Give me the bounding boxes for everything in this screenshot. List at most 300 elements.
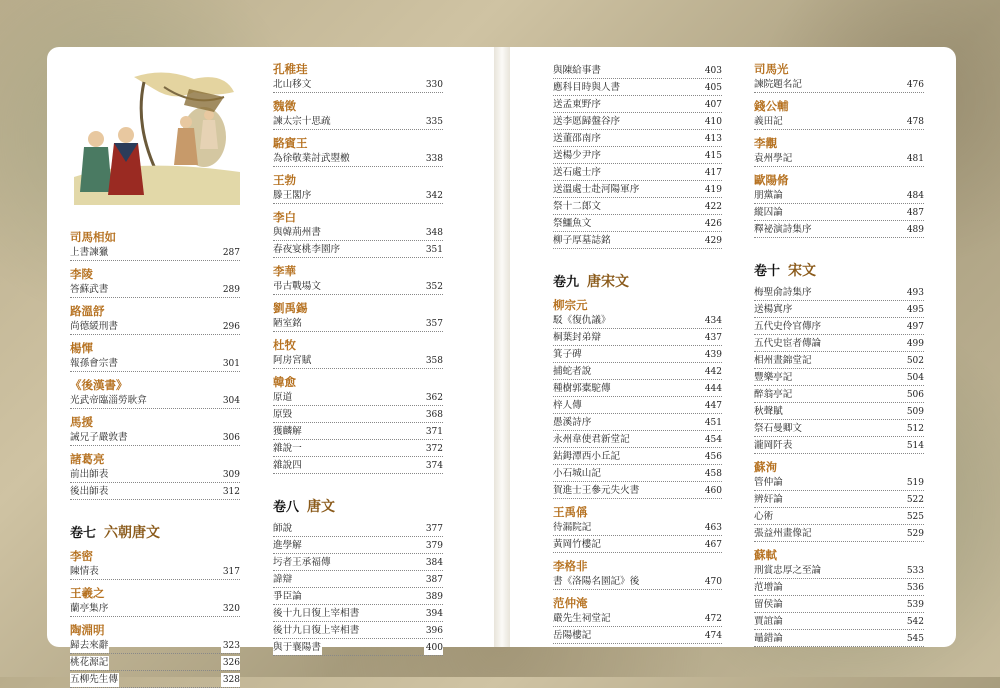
toc-entry[interactable] [273,590,443,605]
toc-entry-page: 371 [425,427,443,437]
toc-entry-title: 豐樂亭記 [754,372,793,383]
toc-entry-title: 書《洛陽名園記》後 [553,576,640,587]
toc-entry[interactable] [273,391,443,406]
toc-entry[interactable] [70,394,240,409]
toc-entry[interactable] [553,98,722,113]
toc-entry[interactable] [553,450,722,465]
toc-entry-title: 箕子碑 [553,349,582,360]
toc-entry-title: 相州晝錦堂記 [754,355,812,366]
toc-entry[interactable] [273,226,443,241]
toc-entry[interactable] [273,152,443,167]
toc-author: 錢公輔 [754,99,789,113]
toc-entry-title: 弔古戰場文 [273,281,321,292]
toc-entry-title: 滕王閣序 [273,190,312,201]
toc-entry-page: 405 [704,83,722,93]
toc-entry[interactable] [70,246,240,261]
toc-entry-title: 柳子厚墓誌銘 [553,235,611,246]
toc-entry-title: 留侯論 [754,599,783,610]
toc-entry[interactable] [273,189,443,204]
toc-entry[interactable] [553,365,722,380]
toc-entry-title: 梓人傳 [553,400,582,411]
volume-number: 卷九 [553,275,580,290]
toc-entry-title: 送溫處士赴河陽軍序 [553,184,640,195]
toc-author: 諸葛亮 [70,452,105,466]
figures-illustration [74,67,240,205]
toc-entry-title: 捕蛇者說 [553,366,592,377]
toc-entry-title: 朋黨論 [754,190,783,201]
toc-entry[interactable] [553,64,722,79]
toc-author: 李華 [273,264,296,278]
toc-entry[interactable] [70,431,240,446]
volume-title: 唐宋文 [587,274,630,290]
toc-author: 陶淵明 [70,623,105,637]
toc-entry-page: 487 [906,208,924,218]
toc-entry[interactable] [553,521,722,536]
toc-entry-page: 328 [222,675,240,685]
toc-entry-page: 396 [425,626,443,636]
toc-entry[interactable] [273,354,443,369]
toc-entry-page: 460 [704,486,722,496]
toc-entry-page: 394 [425,609,443,619]
toc-entry-title: 春夜宴桃李園序 [273,244,341,255]
toc-entry-page: 384 [425,558,443,568]
toc-entry-page: 335 [425,117,443,127]
toc-entry[interactable] [553,314,722,329]
toc-entry-title: 雜說一 [273,443,302,454]
toc-entry-page: 287 [222,248,240,258]
toc-entry[interactable] [754,510,924,525]
toc-entry[interactable] [553,183,722,198]
toc-entry-page: 362 [425,393,443,403]
toc-entry[interactable] [754,78,924,93]
toc-entry[interactable] [553,399,722,414]
toc-entry-title: 誡兄子嚴敦書 [70,432,128,443]
volume-heading [553,271,629,291]
toc-entry[interactable] [754,337,924,352]
toc-entry-page: 422 [704,202,722,212]
toc-entry-page: 312 [222,487,240,497]
toc-entry-page: 323 [222,641,240,651]
toc-author: 柳宗元 [553,298,588,312]
toc-entry-page: 525 [906,512,924,522]
toc-entry[interactable] [70,485,240,500]
toc-author: 司馬相如 [70,230,116,244]
toc-entry[interactable] [70,320,240,335]
toc-entry-title: 送楊少尹序 [553,150,601,161]
volume-number: 卷八 [273,500,300,515]
toc-entry-page: 506 [906,390,924,400]
toc-entry[interactable] [754,564,924,579]
toc-entry-page: 542 [906,617,924,627]
toc-entry-title: 辨奸論 [754,494,783,505]
toc-entry-title: 後出師表 [70,486,109,497]
toc-entry-page: 415 [704,151,722,161]
toc-entry-title: 管仲論 [754,477,783,488]
toc-entry-title: 心術 [754,511,774,522]
toc-entry-page: 489 [906,225,924,235]
toc-author: 李白 [273,210,296,224]
toc-author: 魏徵 [273,99,296,113]
toc-entry-title: 尚德緩刑書 [70,321,118,332]
toc-entry-title: 梅聖俞詩集序 [754,287,812,298]
toc-entry-title: 種樹郭橐駝傳 [553,383,611,394]
toc-entry-page: 413 [704,134,722,144]
toc-entry[interactable] [754,388,924,403]
toc-entry-title: 刑賞忠厚之至論 [754,565,822,576]
toc-entry-title: 圬者王承福傳 [273,557,331,568]
toc-entry[interactable] [754,115,924,130]
toc-entry[interactable] [273,78,443,93]
toc-entry-page: 442 [704,367,722,377]
toc-entry-page: 481 [906,154,924,164]
toc-author: 王禹偁 [553,505,588,519]
toc-entry[interactable] [70,283,240,298]
toc-author: 《後漢書》 [70,378,128,392]
toc-entry[interactable] [553,166,722,181]
toc-entry-title: 五代史宦者傳論 [754,338,822,349]
toc-entry-title: 五柳先生傳 [70,674,118,685]
toc-author: 蘇洵 [754,460,777,474]
toc-entry[interactable] [754,405,924,420]
toc-entry[interactable] [273,641,443,656]
toc-entry[interactable] [553,200,722,215]
toc-entry-page: 403 [704,66,722,76]
toc-entry-title: 祭十二郎文 [553,201,601,212]
toc-entry-page: 410 [704,117,722,127]
toc-entry[interactable] [273,624,443,639]
toc-entry[interactable] [553,416,722,431]
toc-entry-title: 送李愿歸盤谷序 [553,116,621,127]
toc-entry-page: 478 [906,117,924,127]
toc-author: 歐陽脩 [754,173,789,187]
volume-heading [70,522,160,542]
toc-entry[interactable] [754,303,924,318]
toc-entry-page: 529 [906,529,924,539]
toc-author: 李覯 [754,136,777,150]
toc-entry-page: 379 [425,541,443,551]
toc-entry[interactable] [754,598,924,613]
toc-entry-page: 289 [222,285,240,295]
toc-entry-page: 377 [425,524,443,534]
toc-entry-page: 434 [704,316,722,326]
toc-entry-title: 黃岡竹樓記 [553,539,601,550]
toc-entry-title: 送董邵南序 [553,133,601,144]
volume-title: 六朝唐文 [104,525,161,541]
toc-entry-title: 蘭亭集序 [70,603,109,614]
toc-entry[interactable] [754,286,924,301]
toc-entry-page: 472 [704,614,722,624]
toc-author: 楊惲 [70,341,93,355]
toc-entry-title: 瀧岡阡表 [754,440,793,451]
toc-entry-title: 永州韋使君新堂記 [553,434,630,445]
toc-entry-title: 桐葉封弟辯 [553,332,601,343]
toc-entry[interactable] [553,331,722,346]
toc-entry-title: 雜說四 [273,460,302,471]
toc-entry-title: 諱辯 [273,574,293,585]
toc-author: 王勃 [273,173,296,187]
toc-entry-page: 463 [704,523,722,533]
toc-entry-page: 296 [222,322,240,332]
toc-entry[interactable] [70,602,240,617]
toc-entry-title: 送楊寘序 [754,304,793,315]
toc-entry[interactable] [273,243,443,258]
toc-entry-title: 待漏院記 [553,522,592,533]
toc-entry[interactable] [754,581,924,596]
toc-entry-title: 師說 [273,523,293,534]
toc-entry-title: 原毀 [273,409,293,420]
toc-entry-page: 539 [906,600,924,610]
toc-entry-page: 368 [425,410,443,420]
toc-entry-title: 諫太宗十思疏 [273,116,331,127]
toc-entry-page: 484 [906,191,924,201]
toc-entry-title: 鼂錯論 [754,633,783,644]
left-page [47,47,494,685]
toc-entry[interactable] [754,615,924,630]
toc-entry[interactable] [553,149,722,164]
toc-entry-page: 330 [425,80,443,90]
toc-entry[interactable] [553,612,722,627]
toc-author: 孔稚珪 [273,62,308,76]
toc-entry-title: 小石城山記 [553,468,601,479]
toc-entry[interactable] [273,556,443,571]
toc-entry-title: 與陳給事書 [553,65,601,76]
toc-entry-page: 470 [704,577,722,587]
toc-entry-title: 義田記 [754,116,783,127]
toc-entry-page: 447 [704,401,722,411]
toc-entry[interactable] [273,115,443,130]
toc-entry-page: 439 [704,350,722,360]
toc-entry-page: 320 [222,604,240,614]
toc-entry-title: 送石處士序 [553,167,601,178]
toc-entry[interactable] [553,629,722,644]
toc-entry-page: 306 [222,433,240,443]
volume-title: 宋文 [788,263,817,279]
toc-entry-page: 456 [704,452,722,462]
toc-entry-title: 答蘇武書 [70,284,109,295]
toc-entry-title: 上書諫獵 [70,247,109,258]
toc-entry-page: 417 [704,168,722,178]
toc-entry[interactable] [553,467,722,482]
toc-entry-title: 與于襄陽書 [273,642,321,653]
toc-entry-title: 駁《復仇議》 [553,315,611,326]
toc-author: 范仲淹 [553,596,588,610]
toc-author: 李陵 [70,267,93,281]
toc-entry-page: 351 [425,245,443,255]
toc-entry[interactable] [273,408,443,423]
toc-entry-page: 476 [906,80,924,90]
toc-entry[interactable] [553,115,722,130]
toc-entry-title: 五代史伶官傳序 [754,321,822,332]
toc-entry[interactable] [70,468,240,483]
toc-entry-page: 454 [704,435,722,445]
toc-entry[interactable] [273,607,443,622]
toc-entry[interactable] [754,439,924,454]
toc-entry-page: 509 [906,407,924,417]
toc-entry[interactable] [273,459,443,474]
toc-entry-title: 前出師表 [70,469,109,480]
toc-entry[interactable] [553,538,722,553]
toc-entry-page: 451 [704,418,722,428]
toc-entry-page: 444 [704,384,722,394]
toc-entry-page: 357 [425,319,443,329]
right-page [510,47,956,647]
toc-entry-title: 賀進士王參元失火書 [553,485,640,496]
toc-entry-title: 後十九日復上宰相書 [273,608,360,619]
toc-entry[interactable] [553,132,722,147]
toc-entry-title: 陋室銘 [273,318,302,329]
toc-entry-title: 范增論 [754,582,783,593]
toc-entry-title: 與韓荊州書 [273,227,321,238]
toc-entry-title: 秋聲賦 [754,406,783,417]
toc-entry[interactable] [553,81,722,96]
toc-entry[interactable] [754,223,924,238]
toc-entry-page: 504 [906,373,924,383]
toc-entry-page: 495 [906,305,924,315]
toc-entry[interactable] [754,152,924,167]
toc-author: 劉禹錫 [273,301,308,315]
toc-entry-title: 嚴先生祠堂記 [553,613,611,624]
toc-entry-title: 諫院題名記 [754,79,802,90]
toc-entry-page: 352 [425,282,443,292]
toc-entry[interactable] [70,357,240,372]
toc-entry[interactable] [754,476,924,491]
toc-entry-page: 522 [906,495,924,505]
toc-entry-page: 499 [906,339,924,349]
toc-entry-title: 進學解 [273,540,302,551]
toc-entry-page: 372 [425,444,443,454]
toc-entry-page: 467 [704,540,722,550]
toc-entry-page: 317 [222,567,240,577]
toc-author: 蘇軾 [754,548,777,562]
toc-author: 司馬光 [754,62,789,76]
toc-entry-page: 437 [704,333,722,343]
toc-entry-title: 袁州學記 [754,153,793,164]
toc-entry-page: 358 [425,356,443,366]
toc-entry[interactable] [70,639,240,654]
toc-entry-page: 533 [906,566,924,576]
toc-entry-page: 514 [906,441,924,451]
toc-entry[interactable] [70,565,240,580]
toc-author: 韓愈 [273,375,296,389]
toc-entry-title: 鈷鉧潭西小丘記 [553,451,621,462]
toc-entry-page: 407 [704,100,722,110]
toc-entry-title: 原道 [273,392,293,403]
toc-entry[interactable] [273,425,443,440]
toc-entry-page: 545 [906,634,924,644]
toc-entry[interactable] [754,371,924,386]
toc-entry-title: 阿房宮賦 [273,355,312,366]
toc-entry-page: 419 [704,185,722,195]
toc-entry-page: 474 [704,631,722,641]
toc-entry-page: 389 [425,592,443,602]
toc-entry-title: 張益州畫像記 [754,528,812,539]
toc-entry-page: 493 [906,288,924,298]
toc-entry-page: 536 [906,583,924,593]
toc-entry-page: 342 [425,191,443,201]
toc-entry[interactable] [754,206,924,221]
toc-entry-page: 426 [704,219,722,229]
toc-entry-page: 301 [222,359,240,369]
toc-entry-page: 400 [425,643,443,653]
toc-entry-page: 387 [425,575,443,585]
toc-entry[interactable] [553,433,722,448]
toc-entry-title: 縱囚論 [754,207,783,218]
toc-entry-title: 送孟東野序 [553,99,601,110]
toc-entry[interactable] [553,382,722,397]
toc-entry[interactable] [273,280,443,295]
toc-entry[interactable] [754,422,924,437]
toc-entry-title: 祭石曼卿文 [754,423,802,434]
volume-heading [754,260,816,280]
toc-entry[interactable] [553,484,722,499]
toc-entry[interactable] [553,217,722,232]
toc-author: 王羲之 [70,586,105,600]
toc-entry-page: 512 [906,424,924,434]
toc-entry-page: 338 [425,154,443,164]
toc-entry-title: 應科目時與人書 [553,82,621,93]
toc-entry-page: 304 [222,396,240,406]
toc-entry-page: 429 [704,236,722,246]
toc-entry[interactable] [273,573,443,588]
toc-entry[interactable] [70,656,240,671]
toc-entry-title: 桃花源記 [70,657,109,668]
toc-entry[interactable] [754,493,924,508]
toc-entry[interactable] [273,539,443,554]
volume-title: 唐文 [307,499,336,515]
toc-entry[interactable] [553,575,722,590]
toc-entry-title: 獲麟解 [273,426,302,437]
toc-author: 馬援 [70,415,93,429]
toc-entry[interactable] [754,189,924,204]
toc-entry-title: 北山移文 [273,79,312,90]
toc-entry-page: 348 [425,228,443,238]
toc-entry-title: 光武帝臨淄勞耿弇 [70,395,147,406]
toc-entry-title: 後廿九日復上宰相書 [273,625,360,636]
toc-author: 駱賓王 [273,136,308,150]
toc-entry[interactable] [553,234,722,249]
toc-entry[interactable] [273,522,443,537]
toc-author: 李密 [70,549,93,563]
book-spine [494,47,510,647]
toc-entry-title: 陳情表 [70,566,99,577]
toc-entry-title: 岳陽樓記 [553,630,592,641]
toc-entry[interactable] [273,442,443,457]
toc-entry-page: 458 [704,469,722,479]
toc-author: 李格非 [553,559,588,573]
toc-entry-title: 祭鱷魚文 [553,218,592,229]
toc-entry[interactable] [553,348,722,363]
volume-number: 卷七 [70,526,97,541]
toc-entry-title: 賈誼論 [754,616,783,627]
toc-author: 杜牧 [273,338,296,352]
toc-entry[interactable] [754,354,924,369]
toc-entry-title: 歸去來辭 [70,640,109,651]
toc-entry[interactable] [754,527,924,542]
volume-heading [273,496,335,516]
toc-entry-title: 釋祕演詩集序 [754,224,812,235]
toc-entry-title: 愚溪詩序 [553,417,592,428]
volume-number: 卷十 [754,264,781,279]
toc-entry[interactable] [273,317,443,332]
toc-author: 路溫舒 [70,304,105,318]
toc-entry[interactable] [70,673,240,688]
toc-entry[interactable] [754,320,924,335]
toc-entry[interactable] [754,632,924,647]
toc-entry-title: 報孫會宗書 [70,358,118,369]
toc-entry-page: 374 [425,461,443,471]
toc-entry-page: 497 [906,322,924,332]
toc-entry-title: 為徐敬業討武曌檄 [273,153,350,164]
